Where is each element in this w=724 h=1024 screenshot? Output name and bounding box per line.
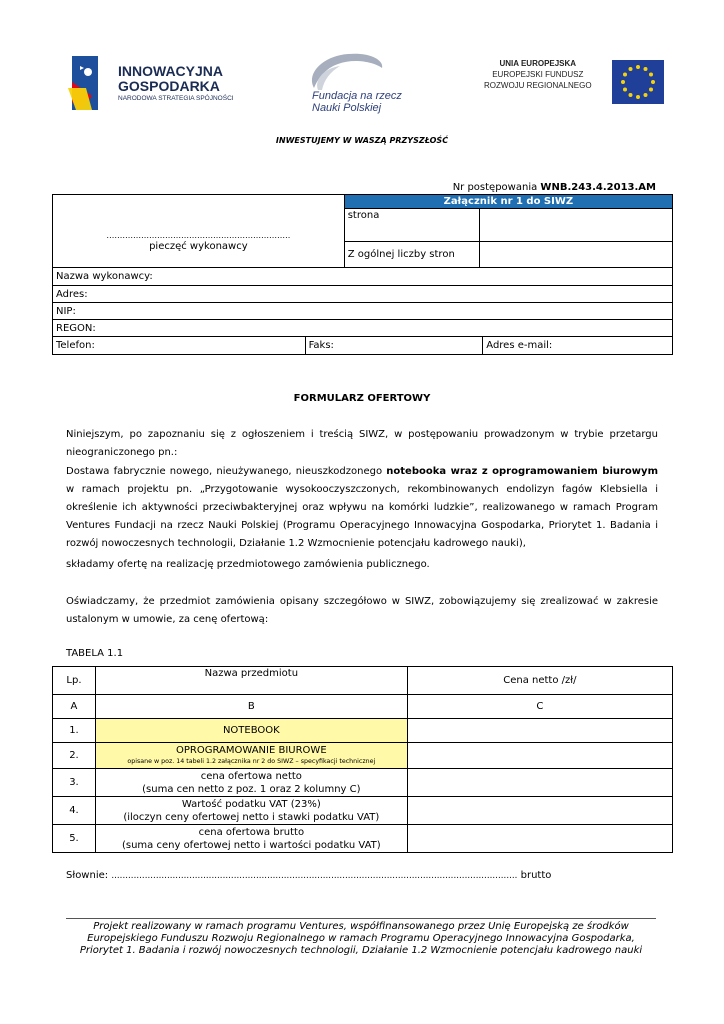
ig-title-2: GOSPODARKA — [118, 78, 220, 94]
logo-ue — [474, 50, 666, 110]
letter-a: A — [53, 695, 96, 719]
offer-paragraph: składamy ofertę na realizację przedmiotowego zamówienia publicznego. — [66, 559, 430, 570]
contractor-regon-field[interactable]: REGON: — [53, 320, 673, 337]
row-item-line1: cena ofertowa brutto — [198, 826, 305, 838]
proceeding-value: WNB.243.4.2013.AM — [540, 182, 656, 193]
contractor-email-field[interactable]: Adres e-mail: — [483, 337, 673, 355]
attachment-header: Załącznik nr 1 do SIWZ — [344, 195, 672, 209]
amount-in-words[interactable] — [66, 870, 658, 881]
ue-line-1: UNIA EUROPEJSKA — [499, 59, 577, 68]
row-item-net — [95, 769, 407, 797]
row-item-line2: opisane w poz. 14 tabeli 1.2 załącznika nr 2 do SIWZ – specyfikacji technicznej — [127, 757, 376, 765]
stamp-label: pieczęć wykonawcy — [149, 241, 248, 252]
fnp-line-2: Nauki Polskiej — [312, 102, 382, 114]
price-table — [52, 666, 673, 853]
logo-fnp — [304, 50, 414, 122]
declaration-paragraph: Oświadczamy, że przedmiot zamówienia opisany szczegółowo w SIWZ, zobowiązujemy się zrealizować w zakresie ustalonym w umowie, za cenę ofertową: — [66, 596, 658, 625]
row-lp: 3. — [53, 769, 96, 797]
footer-text: Projekt realizowany w ramach programu Ventures, współfinansowanego przez Unię Europejską ze środków Europejskiego Funduszu Rozwoju Regionalnego w ramach Programu Operacyjnego Innowacyjna Gospodarka, Priorytet 1. Badania i rozwój nowoczesnych technologii, Działanie 1.2 Wzmocnienie potencjału kadrowego nauki — [79, 921, 643, 956]
row-item-line1: Wartość podatku VAT (23%) — [181, 798, 321, 810]
contractor-phone-field[interactable]: Telefon: — [53, 337, 306, 355]
contractor-fax-field[interactable]: Faks: — [305, 337, 483, 355]
row-price-input[interactable] — [407, 719, 672, 743]
table-row — [53, 743, 673, 769]
ig-emblem-icon — [66, 52, 116, 114]
table-row — [53, 769, 673, 797]
row-price-input[interactable] — [407, 743, 672, 769]
contractor-address-field[interactable]: Adres: — [53, 286, 673, 303]
letter-b: B — [95, 695, 407, 719]
footer-divider — [66, 918, 656, 919]
proceeding-label: Nr postępowania — [452, 182, 538, 193]
table-label: TABELA 1.1 — [66, 648, 124, 659]
row-lp: 5. — [53, 825, 96, 853]
fnp-abbr: FNP — [336, 64, 366, 81]
header-lp: Lp. — [53, 667, 96, 695]
row-item-line2: (iloczyn ceny ofertowej netto i stawki podatku VAT) — [123, 811, 380, 823]
header-price: Cena netto /zł/ — [407, 667, 672, 695]
row-item-notebook: NOTEBOOK — [95, 719, 407, 743]
delivery-text-post: w ramach projektu pn. „Przygotowanie wysokooczyszczonych, rekombinowanych endolizyn fagów Klebsiella i określenie ich aktywności przeciwbakteryjnej oraz wpływu na komórki ludzkie”, realizowanego w ramach Program Ventures Fundacji na rzecz Nauki Polskiej (Programu Operacyjnego Innowacyjna Gospodarka, Priorytet 1. Badania i rozwój nowoczesnych technologii, Działanie 1.2 Wzmocnienie potencjału kadrowego nauki), — [66, 484, 658, 549]
form-title: FORMULARZ OFERTOWY — [293, 393, 431, 404]
delivery-paragraph — [66, 463, 658, 553]
letter-c: C — [407, 695, 672, 719]
intro-paragraph: Niniejszym, po zapoznaniu się z ogłoszeniem i treścią SIWZ, w postępowaniu prowadzonym w trybie przetargu nieograniczonego pn.: — [66, 429, 658, 458]
table-row — [53, 825, 673, 853]
delivery-text-bold: notebooka wraz z oprogramowaniem biurowym — [386, 466, 658, 477]
row-price-input[interactable] — [407, 797, 672, 825]
ue-line-3: ROZWOJU REGIONALNEGO — [484, 81, 592, 90]
words-label: Słownie: — [66, 870, 112, 881]
row-item-vat — [95, 797, 407, 825]
row-lp: 1. — [53, 719, 96, 743]
row-item-line1: cena ofertowa netto — [200, 770, 302, 782]
eu-flag-icon — [612, 60, 664, 104]
row-item-software — [95, 743, 407, 769]
proceeding-number — [400, 182, 656, 193]
words-dots: .................................................................................................................................................. — [111, 871, 518, 881]
row-item-line1: OPROGRAMOWANIE BIUROWE — [176, 744, 327, 756]
row-price-input[interactable] — [407, 825, 672, 853]
header-name: Nazwa przedmiotu — [95, 667, 407, 695]
stamp-dots: …………………………………………………………… — [106, 231, 291, 240]
row-lp: 4. — [53, 797, 96, 825]
row-lp: 2. — [53, 743, 96, 769]
contractor-table — [52, 267, 673, 355]
total-pages-label: Z ogólnej liczby stron — [344, 242, 480, 268]
ig-title-1: INNOWACYJNA — [118, 63, 224, 79]
row-item-line2: (suma cen netto z poz. 1 oraz 2 kolumny C) — [142, 783, 361, 795]
ig-subtitle: NARODOWA STRATEGIA SPÓJNOŚCI — [118, 95, 234, 102]
logo-innowacyjna-gospodarka — [66, 52, 246, 114]
stamp-cell — [53, 195, 345, 268]
delivery-text-pre: Dostawa fabrycznie nowego, nieużywanego, nieuszkodzonego — [66, 466, 387, 477]
page-value[interactable] — [480, 209, 673, 242]
slogan: INWESTUJEMY W WASZĄ PRZYSZŁOŚĆ — [275, 136, 449, 145]
table-row — [53, 797, 673, 825]
total-pages-value[interactable] — [480, 242, 673, 268]
row-price-input[interactable] — [407, 769, 672, 797]
words-suffix: brutto — [517, 870, 552, 881]
ue-line-2: EUROPEJSKI FUNDUSZ — [492, 70, 584, 79]
contractor-nip-field[interactable]: NIP: — [53, 303, 673, 320]
page-label: strona — [344, 209, 480, 242]
fnp-line-1: Fundacja na rzecz — [312, 90, 402, 102]
contractor-name-field[interactable]: Nazwa wykonawcy: — [53, 268, 673, 286]
row-item-line2: (suma ceny ofertowej netto i wartości podatku VAT) — [121, 839, 381, 851]
row-item-gross — [95, 825, 407, 853]
header-table — [52, 194, 673, 268]
table-row — [53, 719, 673, 743]
